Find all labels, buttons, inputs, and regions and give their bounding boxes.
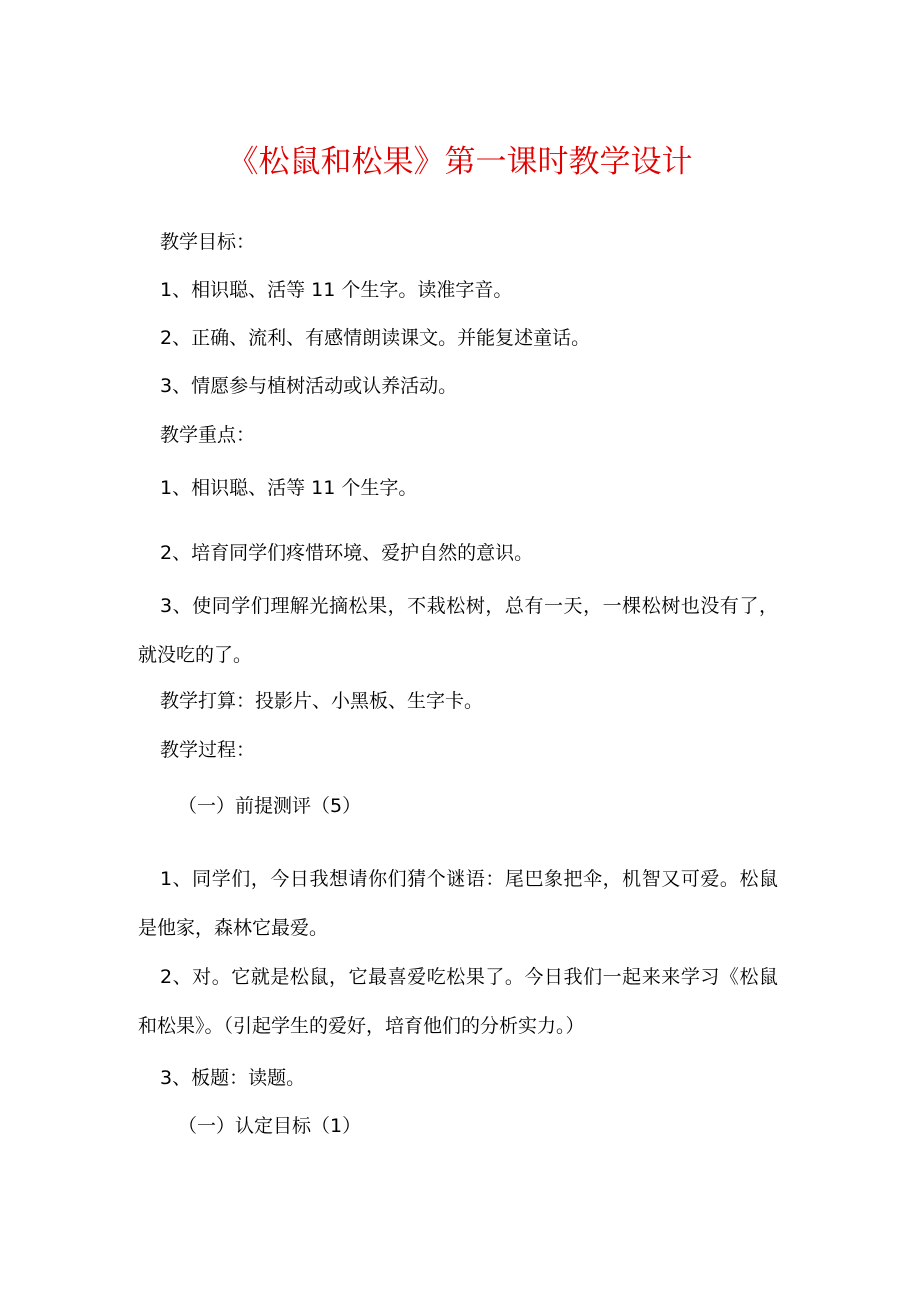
key-point-item-2: 2、培育同学们疼惜环境、爱护自然的意识。	[160, 542, 534, 564]
objective-item-1: 1、相识聪、活等 11 个生字。读准字音。	[160, 279, 513, 301]
key-point-item-1: 1、相识聪、活等 11 个生字。	[160, 477, 418, 499]
process-item-1: 1、同学们，今日我想请你们猜个谜语：尾巴象把伞，机智又可爱。松鼠是他家，森林它最爱。	[138, 868, 778, 939]
objective-item-2: 2、正确、流利、有感情朗读课文。并能复述童话。	[160, 327, 591, 349]
objective-item-3: 3、情愿参与植树活动或认养活动。	[160, 375, 458, 397]
key-point-item-3: 3、使同学们理解光摘松果，不栽松树，总有一天，一棵松树也没有了，就没吃的了。	[138, 595, 778, 666]
page-title: 《松鼠和松果》第一课时教学设计	[227, 144, 693, 180]
process-step-heading-2: （一）认定目标（1）	[178, 1115, 362, 1137]
process-step-heading-1: （一）前提测评（5）	[178, 795, 362, 817]
section-heading-objectives: 教学目标：	[160, 231, 256, 253]
section-heading-process: 教学过程：	[160, 739, 256, 761]
section-heading-key-points: 教学重点：	[160, 424, 256, 446]
process-item-2: 2、对。它就是松鼠，它最喜爱吃松果了。今日我们一起来来学习《松鼠和松果》。（引起学生的爱好，培育他们的分析实力。）	[138, 966, 778, 1037]
process-item-3: 3、板题：读题。	[160, 1067, 306, 1089]
teaching-preparation: 教学打算：投影片、小黑板、生字卡。	[160, 690, 484, 712]
